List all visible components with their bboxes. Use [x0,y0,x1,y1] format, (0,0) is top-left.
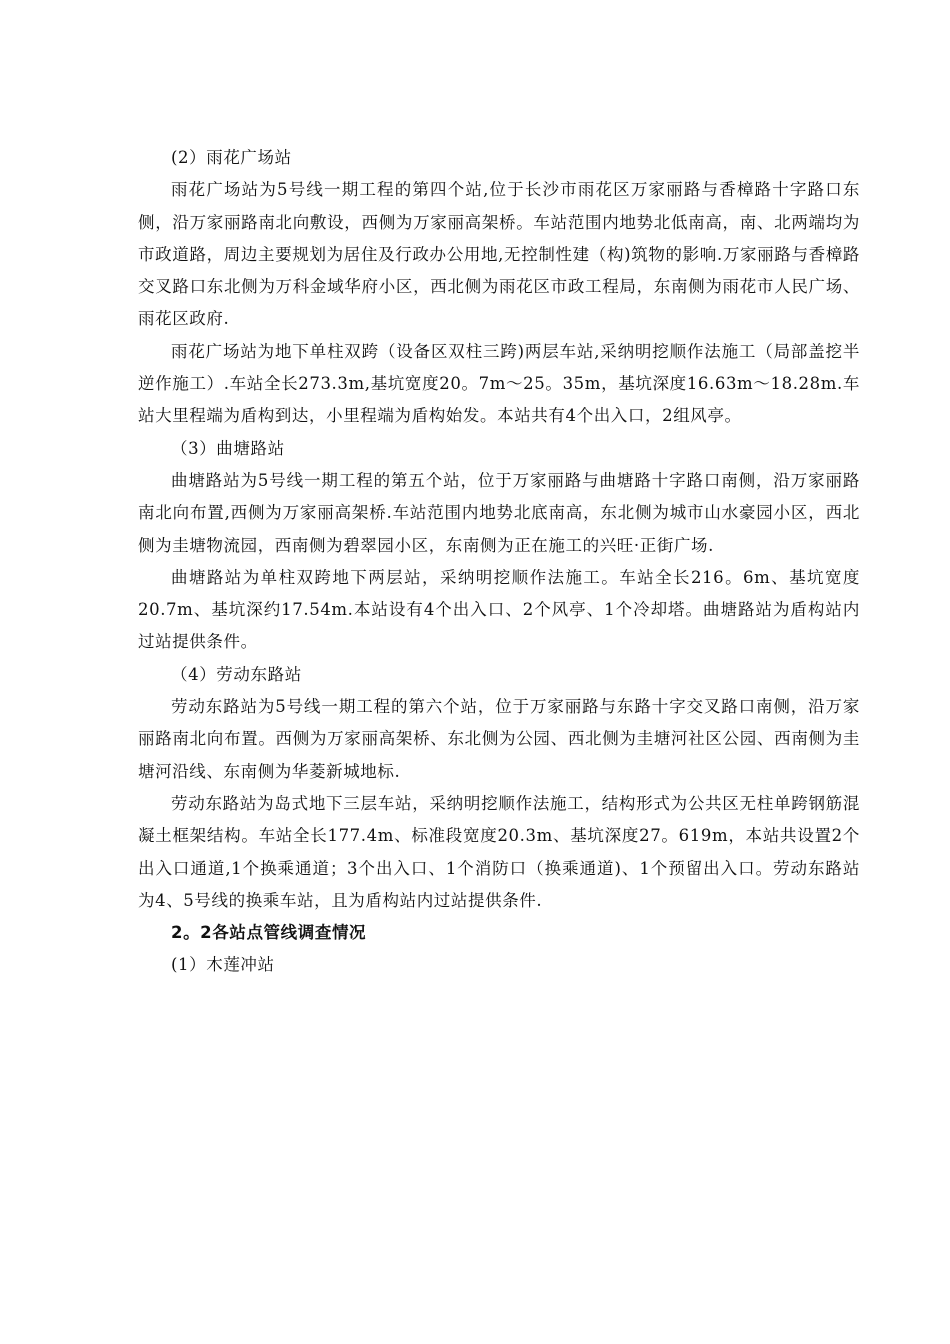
paragraph-yuhua-location: 雨花广场站为5号线一期工程的第四个站,位于长沙市雨花区万家丽路与香樟路十字路口东侧，沿万家丽路南北向敷设，西侧为万家丽高架桥。车站范围内地势北低南高，南、北两端均为市政道路，周边主要规划为居住及行政办公用地,无控制性建（构)筑物的影响.万家丽路与香樟路交叉路口东北侧为万科金域华府小区，西北侧为雨花区市政工程局，东南侧为雨花市人民广场、雨花区政府. [138,180,860,329]
paragraph-qutang-structure: 曲塘路站为单柱双跨地下两层站，采纳明挖顺作法施工。车站全长216。6m、基坑宽度20.7m、基坑深约17.54m.本站设有4个出入口、2个风亭、1个冷却塔。曲塘路站为盾构站内过站提供条件。 [138,567,860,652]
paragraph-yuhua-structure: 雨花广场站为地下单柱双跨（设备区双柱三跨)两层车站,采纳明挖顺作法施工（局部盖挖半逆作施工）.车站全长273.3m,基坑宽度20。7m～25。35m，基坑深度16.63m～18.28m.车站大里程端为盾构到达，小里程端为盾构始发。本站共有4个出入口，2组风亭。 [138,341,860,426]
paragraph-qutang-location: 曲塘路站为5号线一期工程的第五个站，位于万家丽路与曲塘路十字路口南侧，沿万家丽路南北向布置,西侧为万家丽高架桥.车站范围内地势北底南高，东北侧为城市山水豪园小区，西北侧为圭塘物流园，西南侧为碧翠园小区，东南侧为正在施工的兴旺·正街广场. [138,470,860,555]
document-body [138,142,860,982]
heading-mulianchong-station: (1）木莲冲站 [171,955,275,975]
heading-yuhua-square-station: (2）雨花广场站 [171,148,292,167]
heading-qutang-road-station: （3）曲塘路站 [171,438,285,458]
section-heading-pipeline-survey: 2。2各站点管线调查情况 [171,923,367,943]
heading-laodong-east-road-station: （4）劳动东路站 [171,664,302,684]
paragraph-laodong-structure: 劳动东路站为岛式地下三层车站，采纳明挖顺作法施工，结构形式为公共区无柱单跨钢筋混凝土框架结构。车站全长177.4m、标准段宽度20.3m、基坑深度27。619m，本站共设置2个出入口通道,1个换乘通道；3个出入口、1个消防口（换乘通道)、1个预留出入口。劳动东路站为4、5号线的换乘车站，且为盾构站内过站提供条件. [138,793,860,910]
paragraph-laodong-location: 劳动东路站为5号线一期工程的第六个站，位于万家丽路与东路十字交叉路口南侧，沿万家丽路南北向布置。西侧为万家丽高架桥、东北侧为公园、西北侧为圭塘河社区公园、西南侧为圭塘河沿线、东南侧为华菱新城地标. [138,697,860,781]
